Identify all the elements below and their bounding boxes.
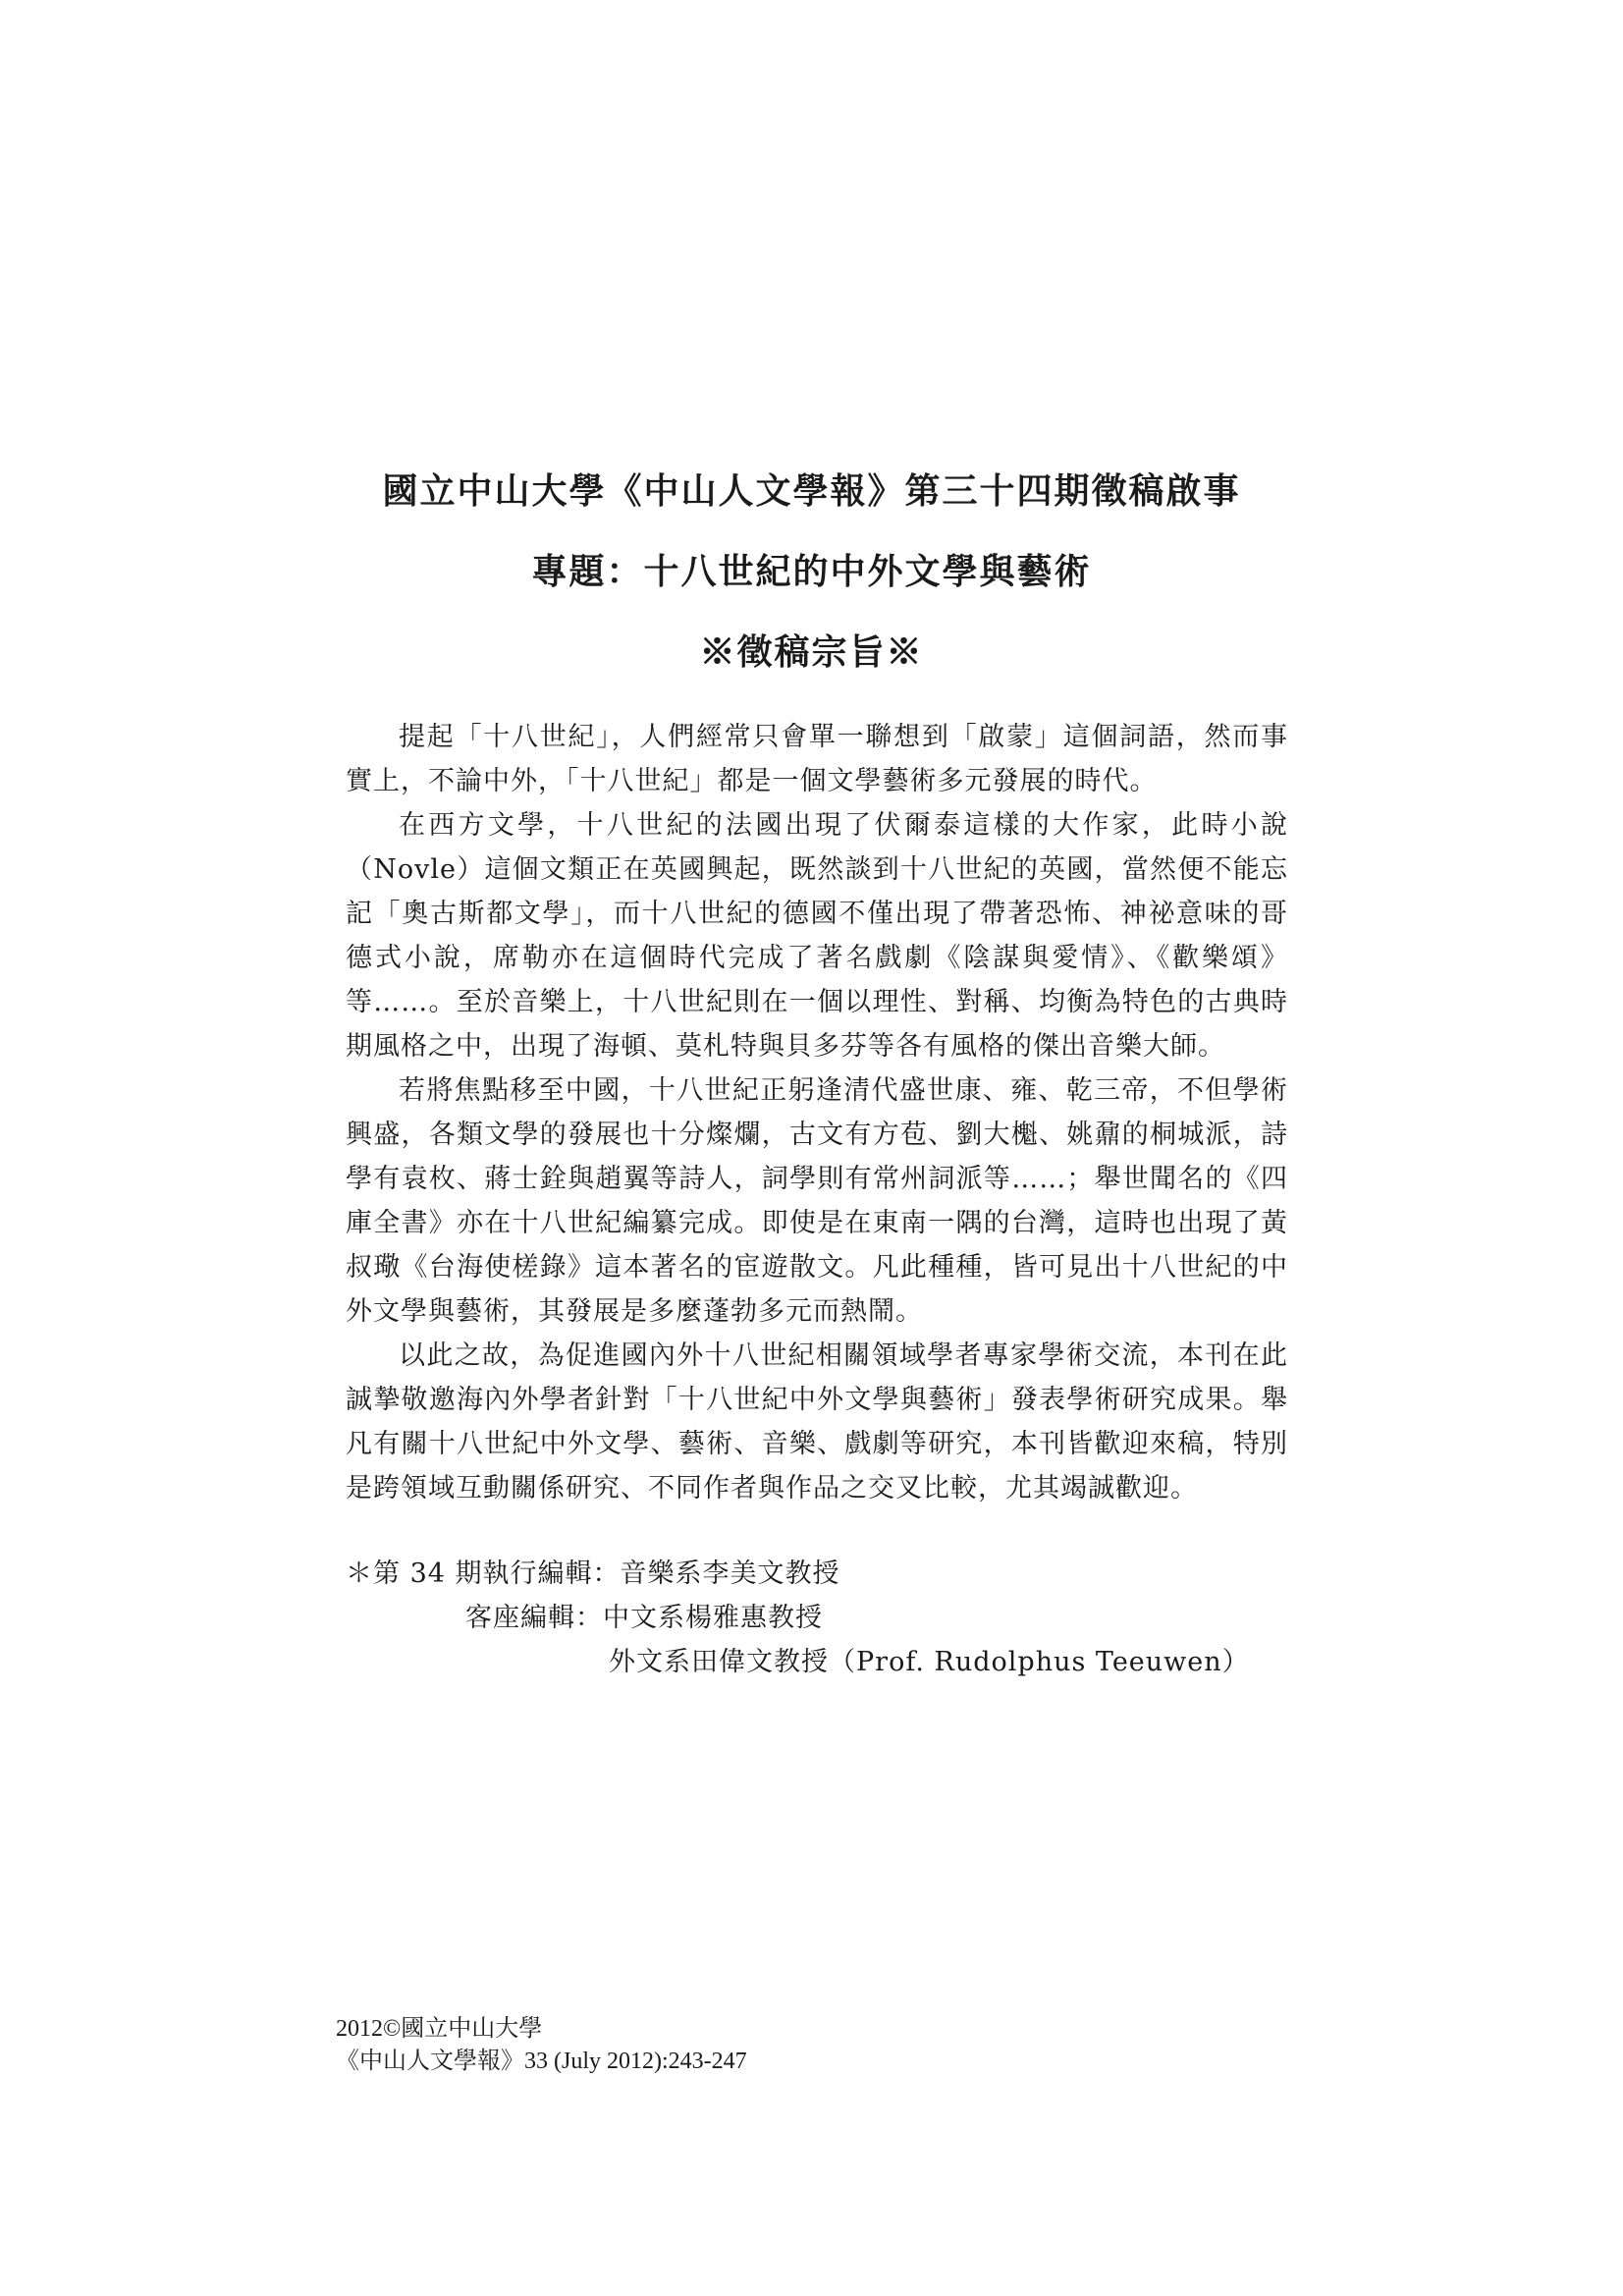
citation-line: 《中山人文學報》33 (July 2012):243-247 bbox=[336, 2049, 747, 2074]
guest-editor-1: 客座編輯：中文系楊雅惠教授 bbox=[465, 1603, 823, 1633]
page-subtitle: 專題：十八世紀的中外文學與藝術 bbox=[531, 551, 1092, 592]
guest-editor-2: 外文系田偉文教授（Prof. Rudolphus Teeuwen） bbox=[609, 1647, 1250, 1677]
section-heading: ※徵稿宗旨※ bbox=[699, 631, 924, 673]
page-title: 國立中山大學《中山人文學報》第三十四期徵稿啟事 bbox=[382, 470, 1241, 512]
body-text bbox=[346, 715, 1288, 1510]
paragraph: 以此之故，為促進國內外十八世紀相關領域學者專家學術交流，本刊在此誠摯敬邀海內外學者針對「十八世紀中外文學與藝術」發表學術研究成果。舉凡有關十八世紀中外文學、藝術、音樂、戲劇等研究，本刊皆歡迎來稿，特別是跨領域互動關係研究、不同作者與作品之交叉比較，尤其竭誠歡迎。 bbox=[346, 1340, 1288, 1503]
executive-editor: ＊第 34 期執行編輯：音樂系李美文教授 bbox=[346, 1558, 840, 1589]
paragraph: 在西方文學，十八世紀的法國出現了伏爾泰這樣的大作家，此時小說（Novle）這個文類正在英國興起，既然談到十八世紀的英國，當然便不能忘記「奧古斯都文學」，而十八世紀的德國不僅出現了帶著恐怖、神祕意味的哥德式小說，席勒亦在這個時代完成了著名戲劇《陰謀與愛情》、《歡樂頌》等……。至於音樂上，十八世紀則在一個以理性、對稱、均衡為特色的古典時期風格之中，出現了海頓、莫札特與貝多芬等各有風格的傑出音樂大師。 bbox=[346, 810, 1288, 1062]
paragraph: 若將焦點移至中國，十八世紀正躬逢清代盛世康、雍、乾三帝，不但學術興盛，各類文學的發展也十分燦爛，古文有方苞、劉大櫆、姚鼐的桐城派，詩學有袁枚、蔣士銓與趙翼等詩人，詞學則有常州詞派等……；舉世聞名的《四庫全書》亦在十八世紀編纂完成。即使是在東南一隅的台灣，這時也出現了黃叔璥《台海使槎錄》這本著名的宦遊散文。凡此種種，皆可見出十八世紀的中外文學與藝術，其發展是多麼蓬勃多元而熱鬧。 bbox=[346, 1075, 1288, 1327]
copyright-line: 2012©國立中山大學 bbox=[336, 2016, 543, 2042]
paragraph: 提起「十八世紀」，人們經常只會單一聯想到「啟蒙」這個詞語，然而事實上，不論中外，「十八世紀」都是一個文學藝術多元發展的時代。 bbox=[346, 722, 1288, 796]
